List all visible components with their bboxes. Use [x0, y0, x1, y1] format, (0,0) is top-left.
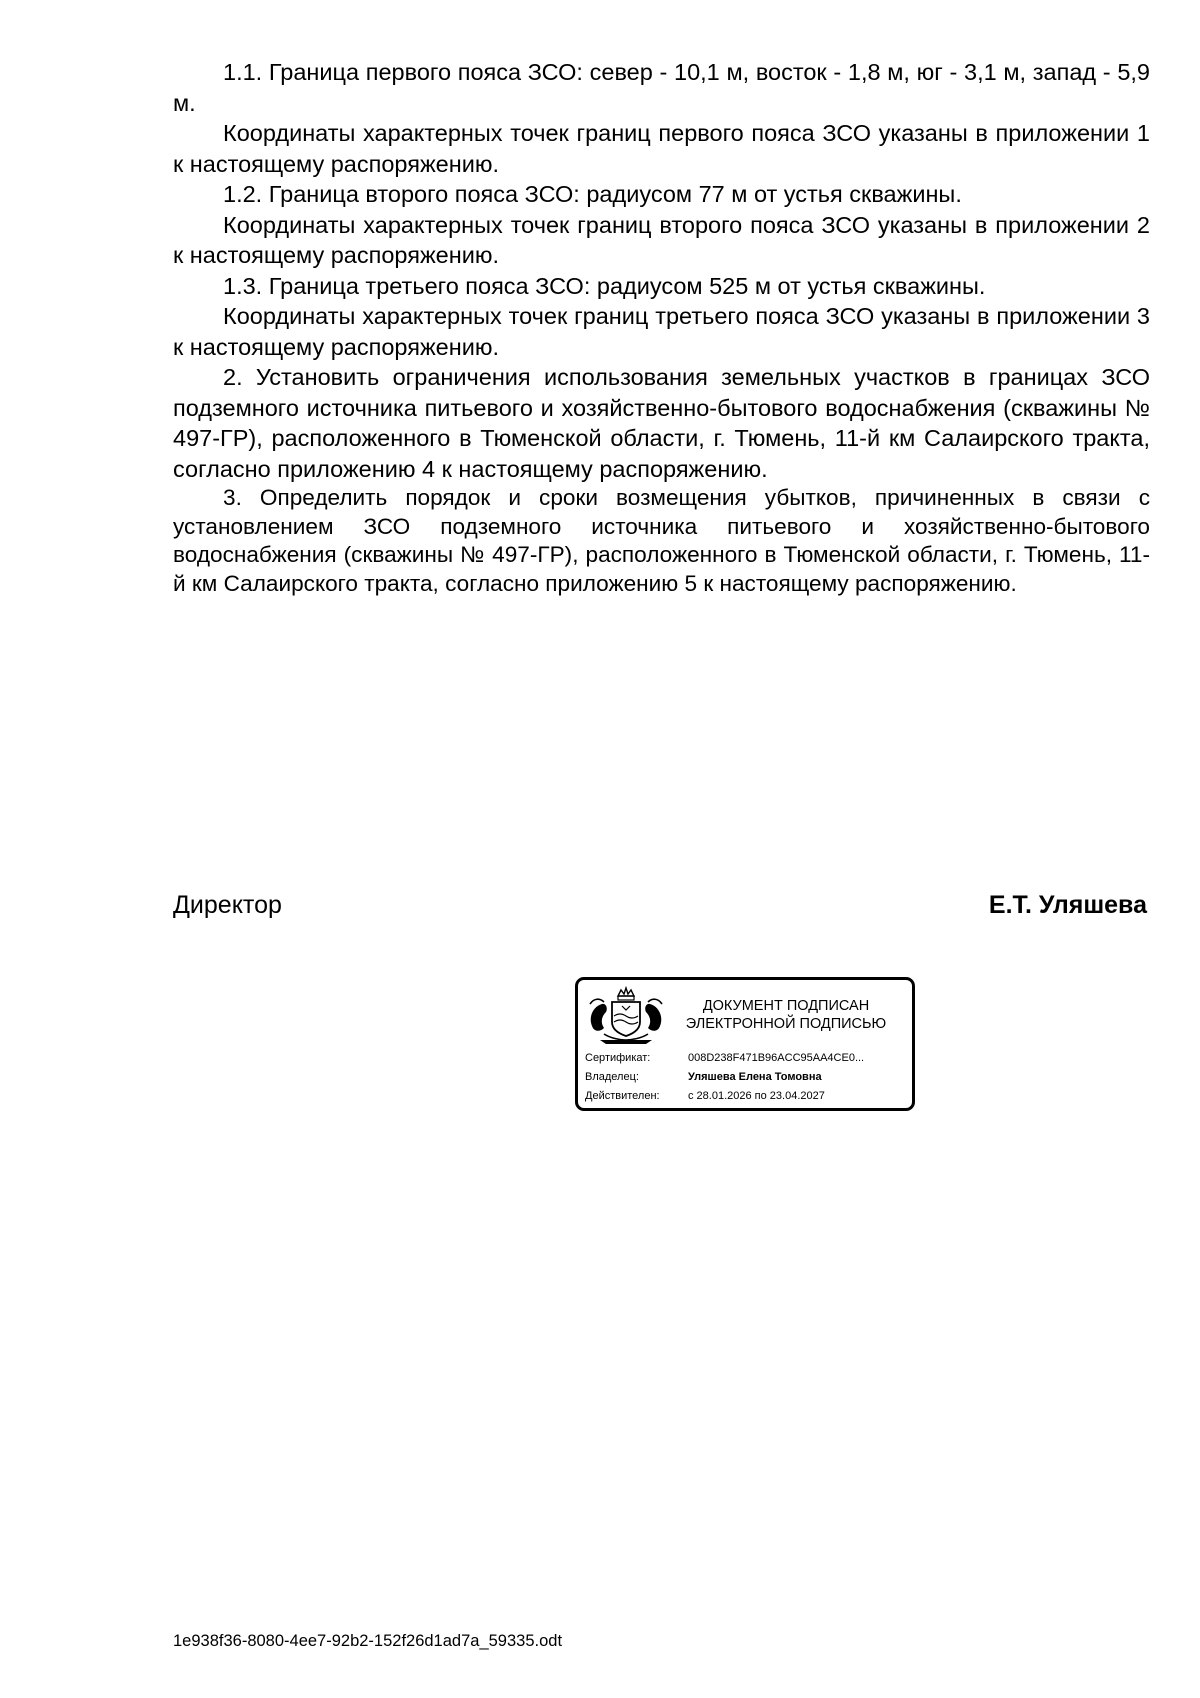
paragraph-3: 3. Определить порядок и сроки возмещения убытков, причиненных в связи с установлением ЗСО подземного источника питьевого и хозяйственно-бытового водоснабжения (скважины № 497-ГР), расположенного в Тюменской области, г. Тюмень, 11-й км Салаирского тракта, согласно приложению 5 к настоящему распоряжению. — [173, 485, 1150, 596]
paragraph-1-1-coords: Координаты характерных точек границ первого пояса ЗСО указаны в приложении 1 к настоящему распоряжению. — [173, 120, 1150, 177]
stamp-owner-row — [585, 1070, 822, 1084]
owner-label: Владелец: — [585, 1071, 639, 1083]
certificate-label: Сертификат: — [585, 1052, 651, 1064]
paragraph-2: 2. Установить ограничения использования земельных участков в границах ЗСО подземного источника питьевого и хозяйственно-бытового водоснабжения (скважины № 497-ГР), расположенного в Тюменской области, г. Тюмень, 11-й км Салаирского тракта, согласно приложению 4 к настоящему распоряжению. — [173, 364, 1150, 482]
owner-value: Уляшева Елена Томовна — [688, 1071, 822, 1083]
stamp-title-line-1: ДОКУМЕНТ ПОДПИСАН — [702, 998, 870, 1014]
validity-label: Действителен: — [585, 1090, 660, 1102]
stamp-certificate-row — [585, 1051, 864, 1065]
validity-value: с 28.01.2026 по 23.04.2027 — [688, 1090, 825, 1102]
document-body — [173, 57, 1150, 598]
document-filename: 1e938f36-8080-4ee7-92b2-152f26d1ad7a_59335.odt — [173, 1632, 563, 1650]
paragraph-1-2: 1.2. Граница второго пояса ЗСО: радиусом 77 м от устья скважины. — [223, 181, 962, 207]
stamp-title-line-2: ЭЛЕКТРОННОЙ ПОДПИСЬЮ — [685, 1016, 887, 1032]
electronic-signature-stamp — [575, 977, 915, 1111]
stamp-validity-row — [585, 1089, 825, 1103]
signatory-position: Директор — [173, 891, 282, 919]
signatory-name: Е.Т. Уляшева — [988, 891, 1147, 919]
paragraph-1-2-coords: Координаты характерных точек границ второго пояса ЗСО указаны в приложении 2 к настоящему распоряжению. — [173, 211, 1150, 268]
certificate-value: 008D238F471B96ACC95AA4CE0... — [688, 1052, 865, 1064]
tyumen-coat-of-arms-icon — [586, 986, 666, 1048]
paragraph-1-1: 1.1. Граница первого пояса ЗСО: север - 10,1 м, восток - 1,8 м, юг - 3,1 м, запад - 5,9 м. — [173, 59, 1150, 116]
paragraph-1-3: 1.3. Граница третьего пояса ЗСО: радиусом 525 м от устья скважины. — [223, 272, 986, 299]
paragraph-1-3-coords: Координаты характерных точек границ третьего пояса ЗСО указаны в приложении 3 к настоящему распоряжению. — [173, 303, 1150, 360]
stamp-title — [666, 997, 906, 1033]
